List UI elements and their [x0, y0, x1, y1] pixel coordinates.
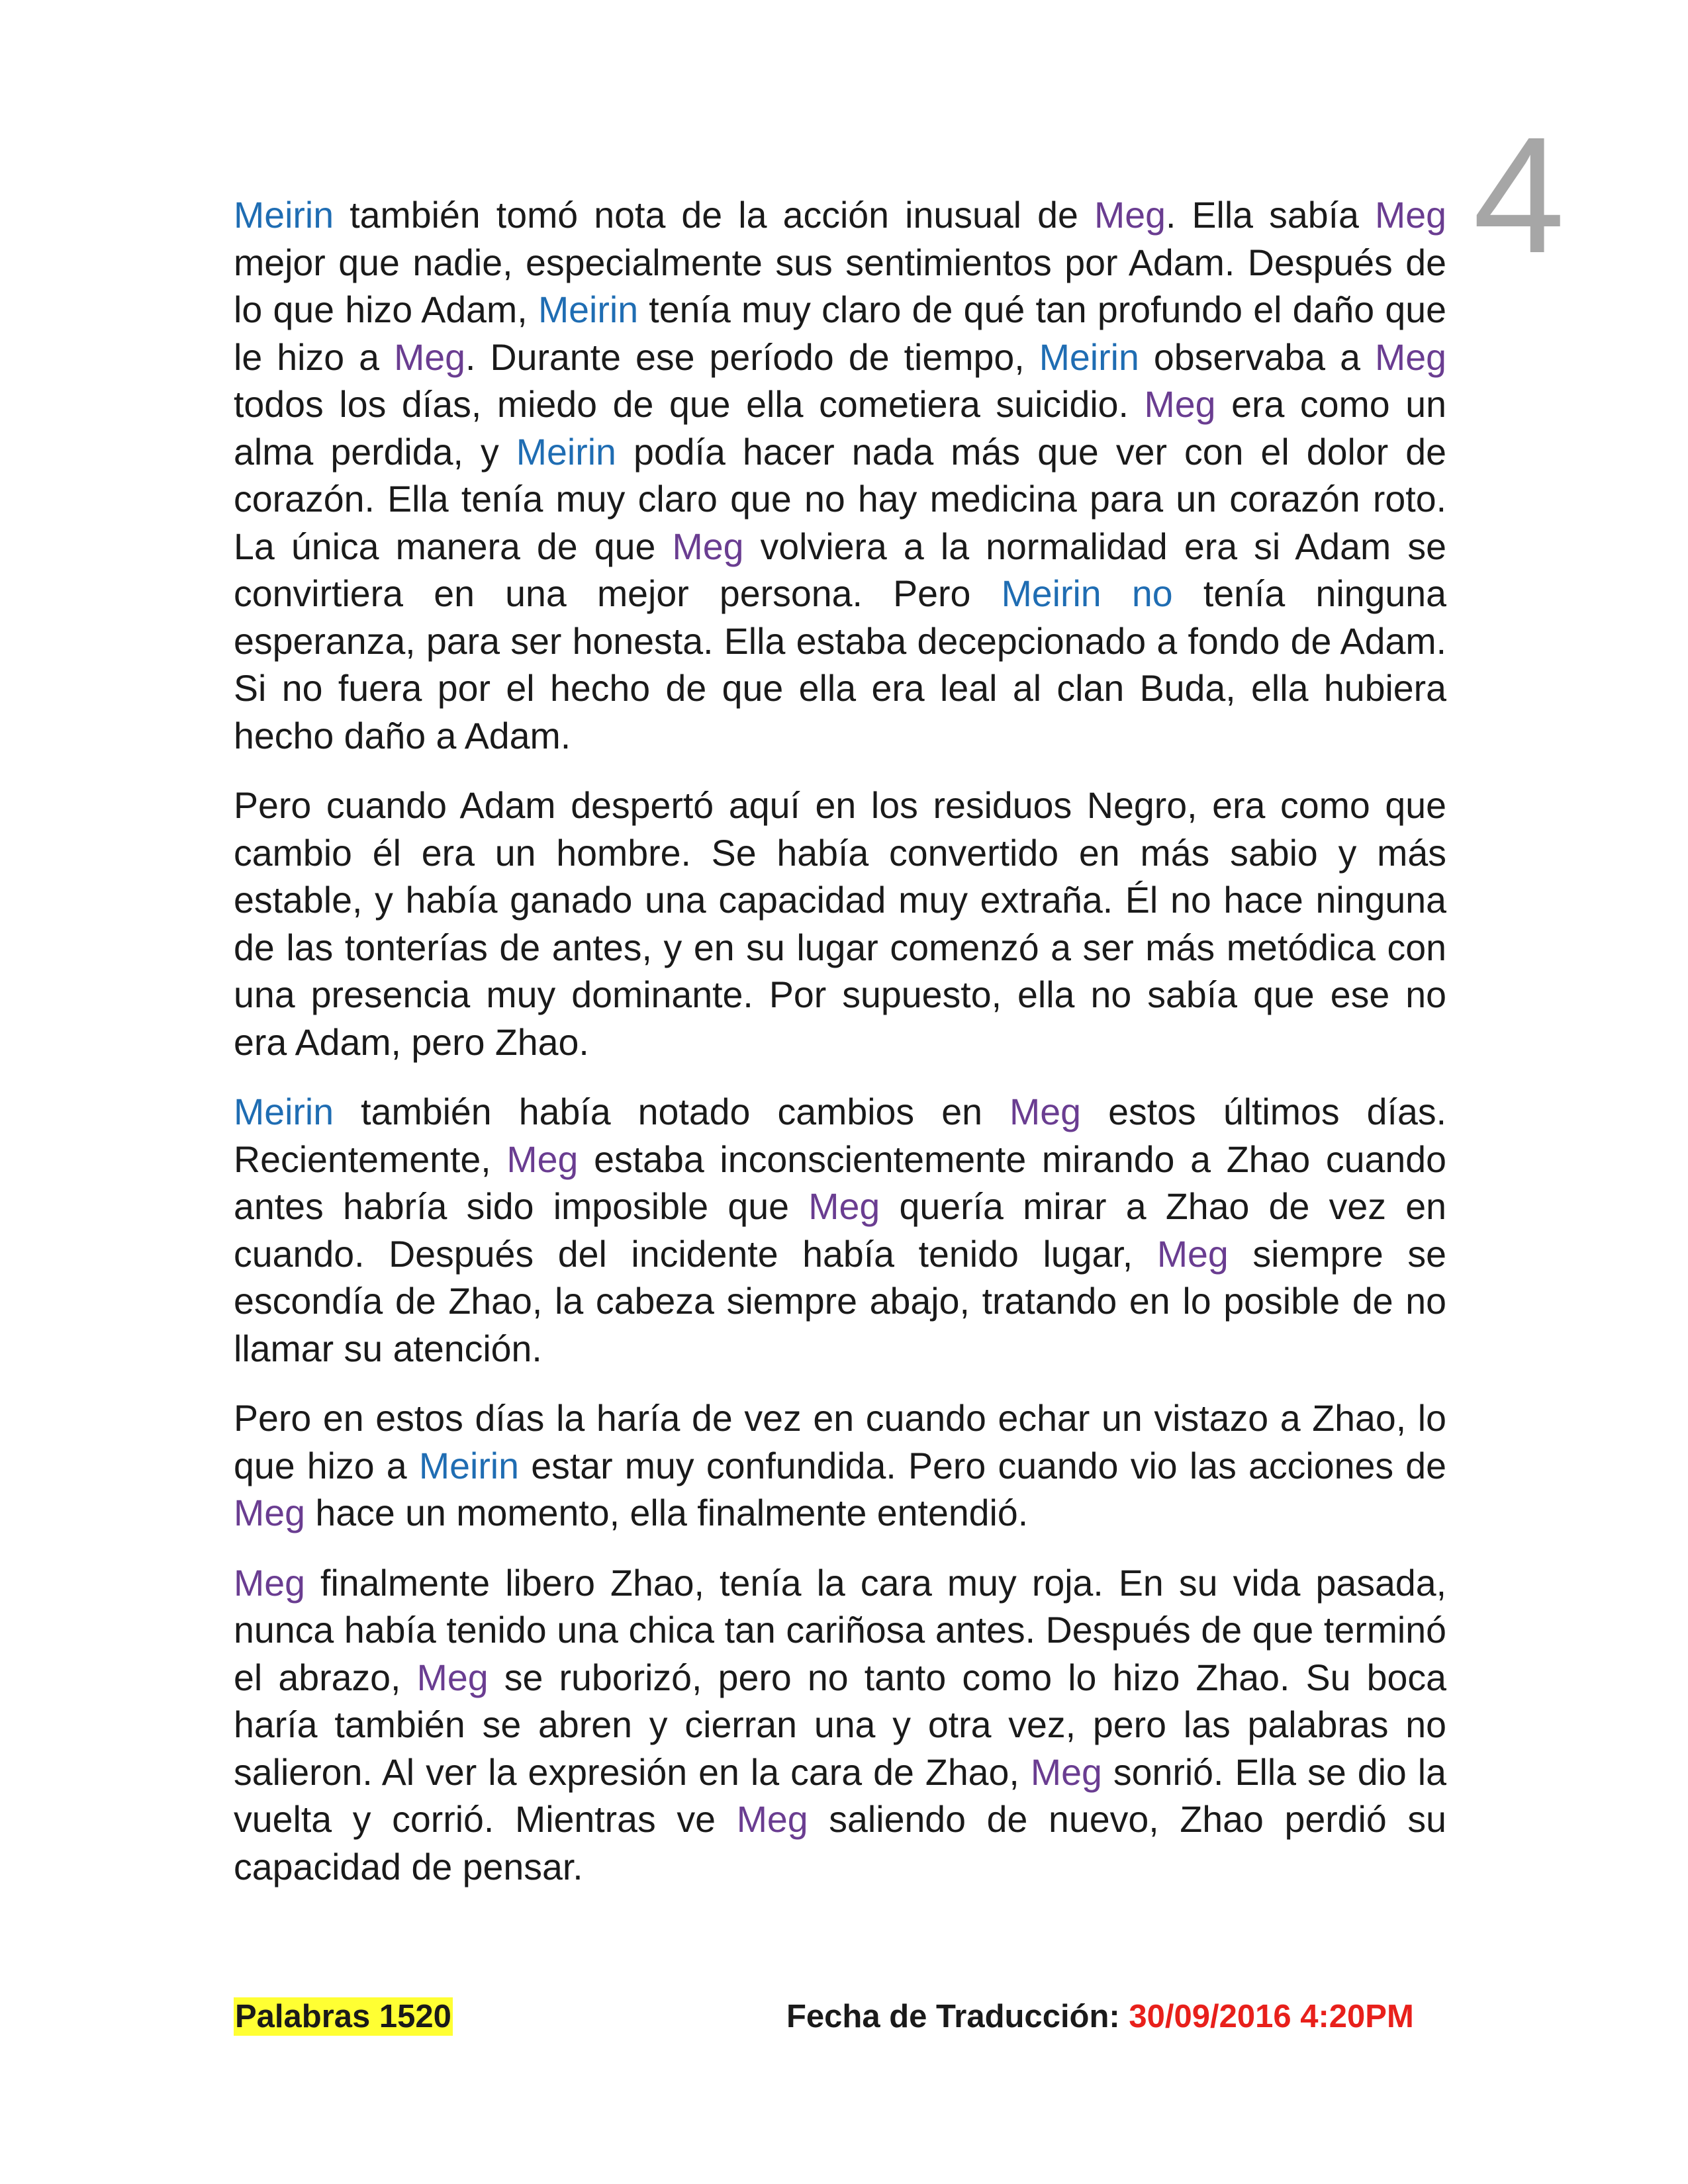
character-name-meirin: Meirin: [234, 195, 334, 236]
translation-date-value: 30/09/2016 4:20PM: [1129, 1999, 1414, 2034]
character-name-meirin: Meirin: [418, 1445, 519, 1486]
paragraph-4: Pero en estos días la haría de vez en cuando echar un vistazo a Zhao, lo que hizo a Meirin estar muy confundida. Pero cuando vio las acciones de Meg hace un momento, ella finalmente entendió.: [234, 1398, 1447, 1533]
translation-date-label: Fecha de Traducción:: [786, 1999, 1129, 2034]
character-name-meg: Meg: [1094, 195, 1166, 236]
character-name-meg: Meg: [234, 1562, 305, 1604]
character-name-meg: Meg: [394, 336, 466, 378]
character-name-meirin: Meirin: [516, 431, 616, 473]
character-name-meirin: Meirin: [234, 1091, 334, 1132]
page-number: 4: [1473, 103, 1566, 287]
character-name-meg: Meg: [1009, 1091, 1082, 1132]
character-name-meg: Meg: [1156, 1233, 1229, 1275]
paragraph-5: Meg finalmente libero Zhao, tenía la cara muy roja. En su vida pasada, nunca había tenido una chica tan cariñosa antes. Después de que terminó el abrazo, Meg se ruborizó, pero no tanto como lo hizo Zhao. Su boca haría también se abren y cierran una y otra vez, pero las palabras no salieron. Al ver la expresión en la cara de Zhao, Meg sonrió. Ella se dio la vuelta y corrió. Mientras ve Meg saliendo de nuevo, Zhao perdió su capacidad de pensar.: [234, 1562, 1447, 1888]
body-text: [234, 192, 1446, 1913]
character-name-meg: Meg: [808, 1186, 880, 1227]
paragraph-3: Meirin también había notado cambios en Meg estos últimos días. Recientemente, Meg estaba inconscientemente mirando a Zhao cuando antes habría sido imposible que Meg quería mirar a Zhao de vez en cuando. Después del incidente había tenido lugar, Meg siempre se escondía de Zhao, la cabeza siempre abajo, tratando en lo posible de no llamar su atención.: [234, 1091, 1447, 1369]
paragraph-2: Pero cuando Adam despertó aquí en los residuos Negro, era como que cambio él era un hombre. Se había convertido en más sabio y más estable, y había ganado una capacidad muy extraña. Él no hace ninguna de las tonterías de antes, y en su lugar comenzó a ser más metódica con una presencia muy dominante. Por supuesto, ella no sabía que ese no era Adam, pero Zhao.: [234, 785, 1446, 1063]
character-name-meg: Meg: [1375, 336, 1447, 378]
character-name-meg: Meg: [506, 1138, 579, 1180]
character-name-meg: Meg: [234, 1492, 305, 1533]
translation-date: [786, 1997, 1414, 2036]
character-name-meg: Meg: [672, 525, 744, 567]
character-name-meirin: Meirin: [1039, 336, 1139, 378]
character-name-meg: Meg: [1144, 384, 1216, 425]
character-name-meg: Meg: [1375, 195, 1446, 236]
paragraph-1: Meirin también tomó nota de la acción inusual de Meg. Ella sabía Meg mejor que nadie, especialmente sus sentimientos por Adam. Después de lo que hizo Adam, Meirin tenía muy claro de qué tan profundo el daño que le hizo a Meg. Durante ese período de tiempo, Meirin observaba a Meg todos los días, miedo de que ella cometiera suicidio. Meg era como un alma perdida, y Meirin podía hacer nada más que ver con el dolor de corazón. Ella tenía muy claro que no hay medicina para un corazón roto. La única manera de que Meg volviera a la normalidad era si Adam se convirtiera en una mejor persona. Pero Meirin no tenía ninguna esperanza, para ser honesta. Ella estaba decepcionado a fondo de Adam. Si no fuera por el hecho de que ella era leal al clan Buda, ella hubiera hecho daño a Adam.: [234, 195, 1447, 756]
character-name-meg: Meg: [1030, 1751, 1102, 1793]
character-name-meirin: Meirin no: [1001, 573, 1173, 614]
word-count-badge: Palabras 1520: [235, 1999, 451, 2034]
character-name-meg: Meg: [416, 1657, 489, 1698]
character-name-meg: Meg: [736, 1799, 808, 1840]
character-name-meirin: Meirin: [538, 289, 639, 330]
